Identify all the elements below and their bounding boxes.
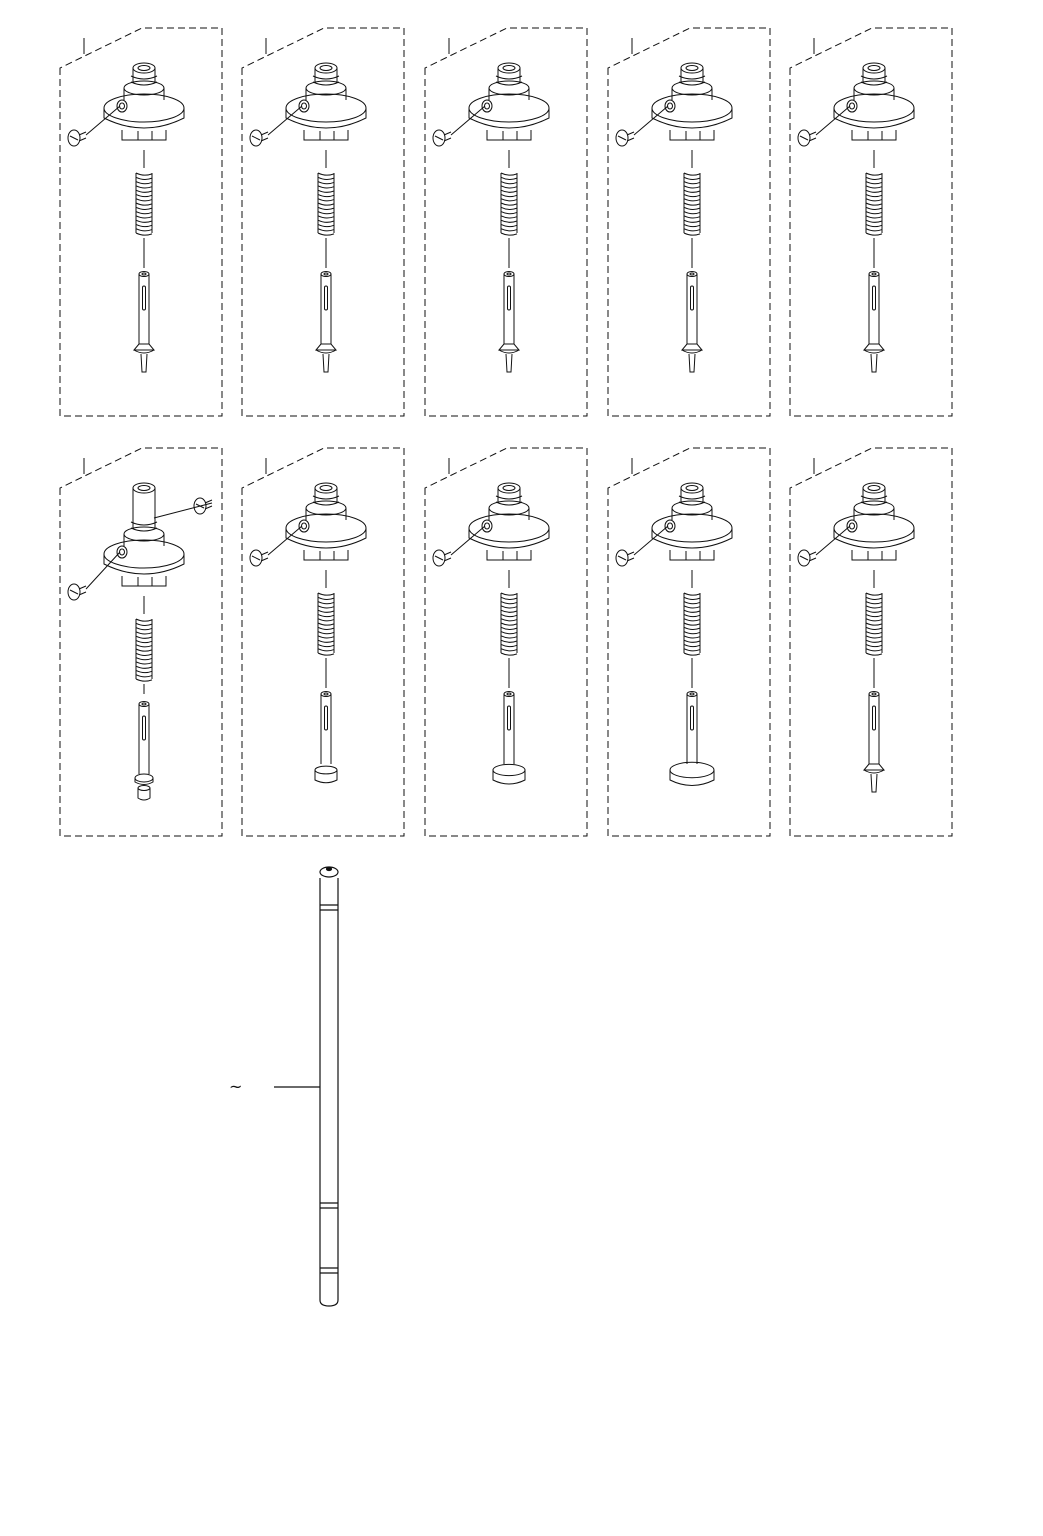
rod-top-hole — [327, 868, 332, 871]
rod-body — [320, 878, 338, 1306]
rod-label: ~ — [229, 1077, 243, 1096]
